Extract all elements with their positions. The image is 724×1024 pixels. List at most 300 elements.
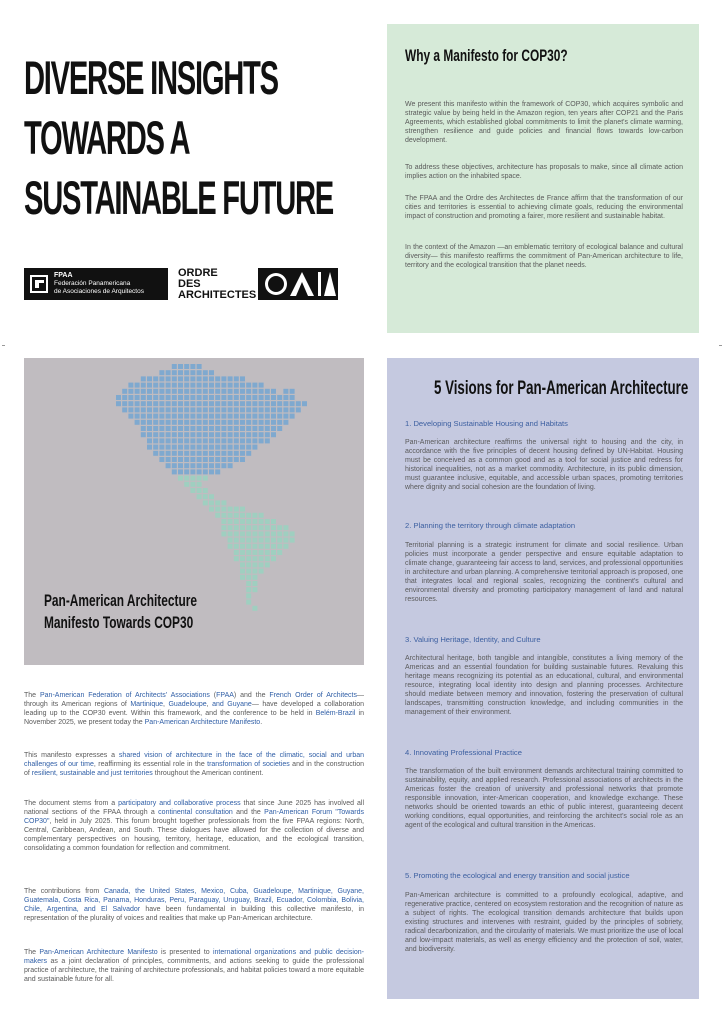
map-pixel (209, 457, 214, 462)
map-pixel (259, 525, 264, 530)
map-pixel (153, 407, 158, 412)
map-pixel (178, 451, 183, 456)
map-pixel (252, 420, 257, 425)
map-pixel (234, 389, 239, 394)
highlighted-text: Canada, the United States, Mexico, Cuba, Guadeloupe, Martinique, Guyane, Guatemala, Costa Rica, Panama, Honduras, Peru, Paraguay, Uruguay, Brazil, Ecuador, Colombia, Bolivia, Chile, Argentina, and El Salvador (24, 888, 364, 913)
map-pixel (172, 438, 177, 443)
map-pixel (252, 556, 257, 561)
map-pixel (221, 383, 226, 388)
map-pixel (197, 364, 202, 369)
map-pixel (197, 376, 202, 381)
map-pixel (259, 544, 264, 549)
map-pixel (159, 414, 164, 419)
map-pixel (190, 370, 195, 375)
map-pixel (265, 519, 270, 524)
map-pixel (209, 401, 214, 406)
map-pixel (240, 420, 245, 425)
map-pixel (234, 550, 239, 555)
map-pixel (184, 376, 189, 381)
map-pixel (215, 513, 220, 518)
map-pixel (271, 556, 276, 561)
vision-heading-3: 3. Valuing Heritage, Identity, and Culture (405, 635, 541, 644)
map-pixel (159, 432, 164, 437)
map-pixel (228, 389, 233, 394)
map-pixel (178, 438, 183, 443)
map-pixel (246, 414, 251, 419)
map-pixel (228, 414, 233, 419)
map-pixel (252, 407, 257, 412)
map-pixel (197, 476, 202, 481)
map-pixel (259, 438, 264, 443)
map-pixel (172, 426, 177, 431)
map-pixel (240, 575, 245, 580)
map-pixel (141, 376, 146, 381)
map-pixel (190, 438, 195, 443)
map-pixel (190, 383, 195, 388)
map-pixel (166, 426, 171, 431)
map-pixel (135, 389, 140, 394)
map-pixel (215, 445, 220, 450)
map-pixel (277, 544, 282, 549)
map-pixel (228, 445, 233, 450)
map-pixel (246, 531, 251, 536)
map-pixel (153, 401, 158, 406)
map-pixel (296, 401, 301, 406)
map-pixel (172, 364, 177, 369)
highlighted-text: Martinique (130, 701, 164, 708)
map-pixel (166, 407, 171, 412)
map-pixel (159, 426, 164, 431)
map-pixel (166, 414, 171, 419)
map-pixel (184, 432, 189, 437)
map-pixel (277, 407, 282, 412)
map-pixel (184, 370, 189, 375)
map-pixel (184, 383, 189, 388)
map-pixel (240, 401, 245, 406)
map-pixel (252, 606, 257, 611)
oda-line-3: ARCHITECTES (178, 289, 257, 301)
map-pixel (184, 463, 189, 468)
map-pixel (240, 383, 245, 388)
map-pixel (246, 593, 251, 598)
map-pixel (246, 420, 251, 425)
map-pixel (246, 389, 251, 394)
map-pixel (234, 457, 239, 462)
highlighted-text: transformation of societies (207, 761, 290, 768)
map-pixel (259, 556, 264, 561)
map-pixel (215, 383, 220, 388)
map-pixel (135, 401, 140, 406)
map-pixel (172, 376, 177, 381)
map-pixel (290, 531, 295, 536)
map-pixel (153, 438, 158, 443)
map-pixel (209, 389, 214, 394)
map-pixel (240, 538, 245, 543)
crop-mark (2, 345, 5, 346)
map-pixel (190, 376, 195, 381)
map-pixel (271, 538, 276, 543)
map-pixel (228, 525, 233, 530)
body-text: , held in July 2025. This forum brought together professionals from the five FPAA regions: North, Central, Caribbean, Andean, and South. These dialogues have allowed for the collection of diverse and complementary perspectives on housing, territory, heritage, education, and the ecological transition, consolidating a common foundation for reflection and commitment. (24, 818, 364, 852)
map-pixel (147, 426, 152, 431)
map-pixel (252, 562, 257, 567)
map-pixel (178, 476, 183, 481)
map-pixel (234, 538, 239, 543)
map-pixel (234, 407, 239, 412)
vision-text-1: Pan-American architecture reaffirms the universal right to housing and the city, in accordance with the five principles of decent housing defined by UN-Habitat. Housing must be conceived as a common good and as a tool for social justice and redress for historical inequalities, not as a market commodity. Architecture, in its public dimension, must guarantee inclusive, equitable, and accessible urban spaces, promoting territories where dignity and social cohesion are the foundation of living. (405, 439, 683, 491)
map-pixel (228, 432, 233, 437)
map-pixel (234, 544, 239, 549)
map-pixel (172, 457, 177, 462)
map-pixel (259, 401, 264, 406)
map-pixel (221, 507, 226, 512)
map-pixel (271, 401, 276, 406)
map-pixel (153, 389, 158, 394)
map-pixel (215, 469, 220, 474)
map-pixel (197, 494, 202, 499)
body-text: , reaffirming its essential role in the (93, 761, 208, 768)
map-pixel (221, 395, 226, 400)
map-pixel (190, 420, 195, 425)
map-pixel (166, 438, 171, 443)
map-pixel (240, 414, 245, 419)
headline-line-1: DIVERSE INSIGHTS (24, 51, 278, 104)
map-pixel (153, 414, 158, 419)
map-pixel (277, 550, 282, 555)
body-text: as a joint declaration of principles, commitments, and actions seeking to guide the professional practice of architecture, the training of architecture professionals, and habitat policies toward a more equitable and sustainable future for all. (24, 958, 364, 983)
map-pixel (178, 445, 183, 450)
map-pixel (159, 451, 164, 456)
map-pixel (228, 544, 233, 549)
map-pixel (141, 432, 146, 437)
map-pixel (240, 376, 245, 381)
map-pixel (215, 426, 220, 431)
map-pixel (215, 507, 220, 512)
map-pixel (203, 476, 208, 481)
map-pixel (153, 376, 158, 381)
body-text: have been fundamental in building this collective manifesto, in representation of the plurality of voices and realities that make up Pan-American architecture. (24, 906, 364, 922)
map-pixel (252, 414, 257, 419)
map-pixel (265, 401, 270, 406)
body-text: that since June 2025 has involved all national sections of the FPAA through a (24, 800, 365, 816)
why-paragraph-3: The FPAA and the Ordre des Architectes de France affirm that the transformation of our cities and territories is essential to achieving climate goals, reducing the environmental impact of construction and promoting a fairer, more resilient and sustainable habitat. (405, 195, 683, 220)
body-text: —through its American regions of (24, 692, 364, 708)
map-pixel (147, 420, 152, 425)
map-pixel (159, 445, 164, 450)
map-pixel (116, 395, 121, 400)
map-pixel (221, 525, 226, 530)
visions-title: 5 Visions for Pan-American Architecture (434, 378, 689, 399)
body-text: , (163, 701, 169, 708)
map-pixel (228, 451, 233, 456)
map-pixel (178, 407, 183, 412)
map-pixel (234, 519, 239, 524)
map-pixel (221, 438, 226, 443)
map-pixel (228, 426, 233, 431)
page-headline (24, 48, 334, 228)
map-pixel (178, 376, 183, 381)
map-pixel (228, 376, 233, 381)
map-pixel (184, 420, 189, 425)
map-pixel (252, 401, 257, 406)
map-pixel (203, 370, 208, 375)
map-pixel (271, 395, 276, 400)
map-pixel (166, 451, 171, 456)
map-pixel (215, 407, 220, 412)
map-pixel (178, 426, 183, 431)
map-pixel (172, 445, 177, 450)
map-pixel (197, 414, 202, 419)
map-pixel (259, 414, 264, 419)
map-pixel (234, 451, 239, 456)
map-pixel (228, 531, 233, 536)
map-pixel (221, 407, 226, 412)
map-pixel (184, 364, 189, 369)
highlighted-text: Pan-American Architecture Manifesto (39, 949, 158, 956)
intro-paragraph-2 (24, 751, 364, 778)
map-pixel (246, 569, 251, 574)
map-pixel (259, 513, 264, 518)
map-pixel (172, 414, 177, 419)
map-pixel (122, 407, 127, 412)
map-pixel (259, 538, 264, 543)
map-pixel (203, 488, 208, 493)
map-pixel (184, 389, 189, 394)
map-pixel (265, 531, 270, 536)
map-pixel (265, 395, 270, 400)
body-text: in November 2025, we present today the (24, 710, 364, 726)
vision-text-5: Pan-American architecture is committed to a profoundly ecological, adaptive, and regenerative practice, centered on ecosystem restoration and the recognition of nature as a subject of rights. The ecological transition demands architecture that builds upon existing structures and intervenes with restraint, guided by the principles of sobriety, radical decarbonization, and the circularity of materials. We must prioritize the use of local and low-impact materials, as well as energy efficiency and the protection of soil, water, and biodiversity. (405, 892, 683, 953)
map-pixel (271, 420, 276, 425)
map-pixel (159, 420, 164, 425)
map-pixel (147, 401, 152, 406)
map-pixel (271, 432, 276, 437)
vision-heading-4: 4. Innovating Professional Practice (405, 748, 522, 757)
map-pixel (153, 445, 158, 450)
map-pixel (221, 426, 226, 431)
map-pixel (215, 500, 220, 505)
map-pixel (240, 507, 245, 512)
map-pixel (215, 438, 220, 443)
map-pixel (190, 457, 195, 462)
body-text: ) and the (233, 692, 270, 699)
map-pixel (265, 556, 270, 561)
highlighted-text: and Guyane (212, 701, 252, 708)
map-pixel (246, 587, 251, 592)
map-pixel (221, 420, 226, 425)
map-pixel (190, 414, 195, 419)
map-pixel (172, 370, 177, 375)
map-pixel (240, 519, 245, 524)
map-pixel (166, 389, 171, 394)
map-pixel (184, 451, 189, 456)
body-text: This manifesto expresses a (24, 752, 119, 759)
map-pixel (209, 376, 214, 381)
map-pixel (277, 531, 282, 536)
map-pixel (271, 544, 276, 549)
map-pixel (290, 389, 295, 394)
map-pixel (240, 389, 245, 394)
map-pixel (283, 407, 288, 412)
map-pixel (203, 420, 208, 425)
map-pixel (141, 420, 146, 425)
map-pixel (203, 445, 208, 450)
map-pixel (197, 395, 202, 400)
map-pixel (246, 581, 251, 586)
body-text: is presented to (157, 949, 213, 956)
map-pixel (271, 531, 276, 536)
map-pixel (197, 407, 202, 412)
map-pixel (240, 531, 245, 536)
map-pixel (252, 395, 257, 400)
map-pixel (221, 445, 226, 450)
map-pixel (234, 445, 239, 450)
highlighted-text: international organizations and public decision-makers (24, 949, 364, 965)
map-pixel (271, 519, 276, 524)
vision-heading-2: 2. Planning the territory through climate adaptation (405, 521, 576, 530)
map-pixel (240, 395, 245, 400)
map-pixel (209, 426, 214, 431)
body-text: and the (232, 809, 265, 816)
map-pixel (184, 476, 189, 481)
map-pixel (178, 364, 183, 369)
map-pixel (153, 432, 158, 437)
body-text: The document stems from a (24, 800, 119, 807)
intro-paragraph-3 (24, 799, 364, 853)
map-pixel (215, 401, 220, 406)
highlighted-text: FPAA (216, 692, 234, 699)
map-pixel (228, 519, 233, 524)
map-pixel (190, 482, 195, 487)
why-paragraph-1: We present this manifesto within the framework of COP30, which acquires symbolic and strategic value by being held in the Amazon region, ten years after COP21 and the Paris Agreements, which established global commitments to limit the planet's climate warming, strengthen resilience and guide policies and financial flows towards low-carbon development. (405, 101, 683, 144)
map-pixel (203, 407, 208, 412)
map-pixel (302, 401, 307, 406)
map-pixel (271, 426, 276, 431)
map-pixel (172, 469, 177, 474)
map-pixel (252, 575, 257, 580)
map-pixel (283, 414, 288, 419)
map-pixel (265, 562, 270, 567)
map-pixel (153, 395, 158, 400)
map-pixel (203, 432, 208, 437)
oda-logo-mark-icon (258, 268, 338, 300)
body-text: . (260, 719, 263, 726)
map-pixel (197, 438, 202, 443)
map-pixel (252, 525, 257, 530)
map-pixel (221, 457, 226, 462)
map-pixel (246, 426, 251, 431)
map-pixel (234, 513, 239, 518)
oda-line-1: ORDRE (178, 267, 218, 279)
highlighted-text: French Order of Architects (269, 692, 357, 699)
map-pixel (228, 538, 233, 543)
map-pixel (221, 531, 226, 536)
map-pixel (141, 407, 146, 412)
map-pixel (209, 414, 214, 419)
map-pixel (166, 463, 171, 468)
map-pixel (252, 538, 257, 543)
map-pixel (234, 383, 239, 388)
map-pixel (259, 389, 264, 394)
map-pixel (159, 401, 164, 406)
map-pixel (203, 457, 208, 462)
map-pixel (246, 401, 251, 406)
map-title (44, 590, 197, 634)
map-pixel (166, 445, 171, 450)
map-pixel (190, 407, 195, 412)
map-pixel (265, 407, 270, 412)
map-pixel (252, 513, 257, 518)
map-pixel (122, 395, 127, 400)
map-pixel (203, 389, 208, 394)
map-pixel (159, 395, 164, 400)
body-text: — have developed a collaboration leading up to the COP30 event. Within this framework, and the conference to be held in (24, 701, 364, 717)
oda-logo-text (178, 268, 256, 301)
map-pixel (240, 550, 245, 555)
map-pixel (197, 432, 202, 437)
map-pixel (166, 395, 171, 400)
map-pixel (209, 370, 214, 375)
map-pixel (209, 507, 214, 512)
map-pixel (197, 389, 202, 394)
map-pixel (184, 457, 189, 462)
map-pixel (240, 457, 245, 462)
map-pixel (228, 513, 233, 518)
headline-line-3: SUSTAINABLE FUTURE (24, 171, 334, 224)
map-pixel (221, 389, 226, 394)
map-pixel (128, 414, 133, 419)
map-pixel (122, 401, 127, 406)
map-pixel (203, 383, 208, 388)
map-pixel (246, 513, 251, 518)
map-pixel (240, 451, 245, 456)
map-pixel (172, 420, 177, 425)
map-pixel (116, 401, 121, 406)
body-text: The contributions from (24, 888, 104, 895)
map-pixel (178, 420, 183, 425)
map-pixel (141, 383, 146, 388)
map-pixel (265, 544, 270, 549)
map-pixel (221, 519, 226, 524)
crop-mark (719, 345, 722, 346)
map-pixel (166, 376, 171, 381)
map-pixel (277, 525, 282, 530)
map-pixel (283, 420, 288, 425)
map-pixel (215, 395, 220, 400)
map-pixel (197, 488, 202, 493)
map-pixel (259, 432, 264, 437)
map-pixel (203, 494, 208, 499)
map-pixel (190, 469, 195, 474)
map-pixel (228, 383, 233, 388)
map-pixel (141, 395, 146, 400)
map-pixel (259, 569, 264, 574)
visions-panel (387, 358, 699, 999)
map-pixel (234, 395, 239, 400)
highlighted-text: Pan-American Architecture Manifesto (144, 719, 261, 726)
map-pixel (209, 451, 214, 456)
map-pixel (283, 538, 288, 543)
map-pixel (197, 445, 202, 450)
vision-text-3: Architectural heritage, both tangible and intangible, constitutes a living memory of the Americas and an essential foundation for building sustainable futures. Revaluing this heritage means recognizing its potential as an educational, cultural, and environmental resource, integrating local identity into design and planning processes. Architecture should mediate between memory and innovation, fostering the preservation of cultural landscapes, transmitting construction knowledge, and including communities in the management of their environment. (405, 655, 683, 716)
highlighted-text: participatory and collaborative process (118, 800, 241, 807)
map-pixel (166, 420, 171, 425)
map-pixel (221, 463, 226, 468)
map-pixel (184, 426, 189, 431)
map-pixel (128, 383, 133, 388)
map-pixel (265, 426, 270, 431)
map-pixel (228, 395, 233, 400)
